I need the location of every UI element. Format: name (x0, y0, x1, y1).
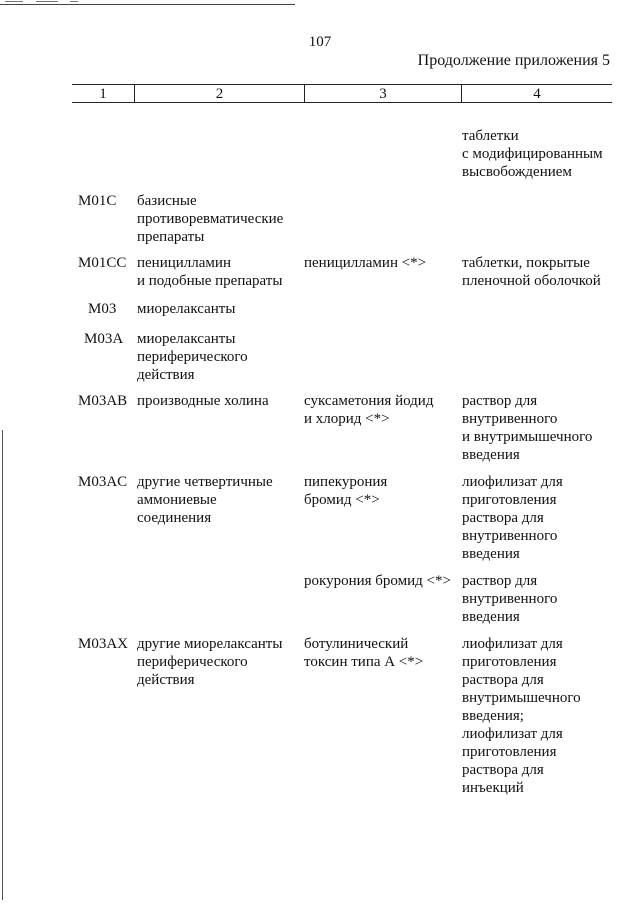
form-cell: раствор для внутривенного введения (462, 573, 558, 625)
form-cell: таблетки с модифицированным высвобождением (462, 128, 603, 180)
scan-edge-line (0, 4, 295, 5)
drug-cell: пеницилламин <*> (304, 255, 427, 271)
group-cell: базисные противоревматические препараты (137, 193, 284, 245)
atc-code-cell: M03 (88, 301, 117, 317)
group-cell: другие миорелаксанты периферического действия (137, 636, 283, 688)
atc-code-cell: M01C (78, 193, 117, 209)
form-cell: лиофилизат для приготовления раствора для внутривенного введения (462, 474, 563, 562)
page-number: 107 (308, 34, 332, 50)
drug-cell: пипекурония бромид <*> (304, 474, 388, 508)
scan-edge-left (2, 430, 3, 900)
form-cell: лиофилизат для приготовления раствора для внутримышечного введения; лиофилизат для приготовления раствора для инъекций (462, 636, 581, 796)
group-cell: пеницилламин и подобные препараты (137, 255, 283, 289)
atc-code-cell: M03AC (78, 474, 128, 490)
atc-code-cell: M03AX (78, 636, 129, 652)
drug-cell: рокурония бромид <*> (304, 573, 451, 589)
group-cell: другие четвертичные аммониевые соединения (137, 474, 273, 526)
group-cell: миорелаксанты периферического действия (137, 331, 248, 383)
column-header-4: 4 (533, 86, 541, 102)
drug-cell: ботулинический токсин типа А <*> (304, 636, 424, 670)
column-header-2: 2 (215, 86, 224, 102)
scan-artifact (5, 1, 23, 2)
scan-artifact (70, 1, 78, 2)
column-header-3: 3 (379, 86, 387, 102)
continuation-label: Продолжение приложения 5 (417, 52, 610, 69)
atc-code-cell: M01CC (78, 255, 127, 271)
atc-code-cell: M03AB (78, 393, 128, 409)
drug-cell: суксаметония йодид и хлорид <*> (304, 393, 434, 427)
scan-artifact (36, 1, 58, 2)
form-cell: таблетки, покрытые пленочной оболочкой (462, 255, 601, 289)
group-cell: производные холина (137, 393, 269, 409)
column-header-1: 1 (99, 86, 107, 102)
form-cell: раствор для внутривенного и внутримышечного введения (462, 393, 593, 463)
atc-code-cell: M03A (84, 331, 124, 347)
group-cell: миорелаксанты (137, 301, 236, 317)
